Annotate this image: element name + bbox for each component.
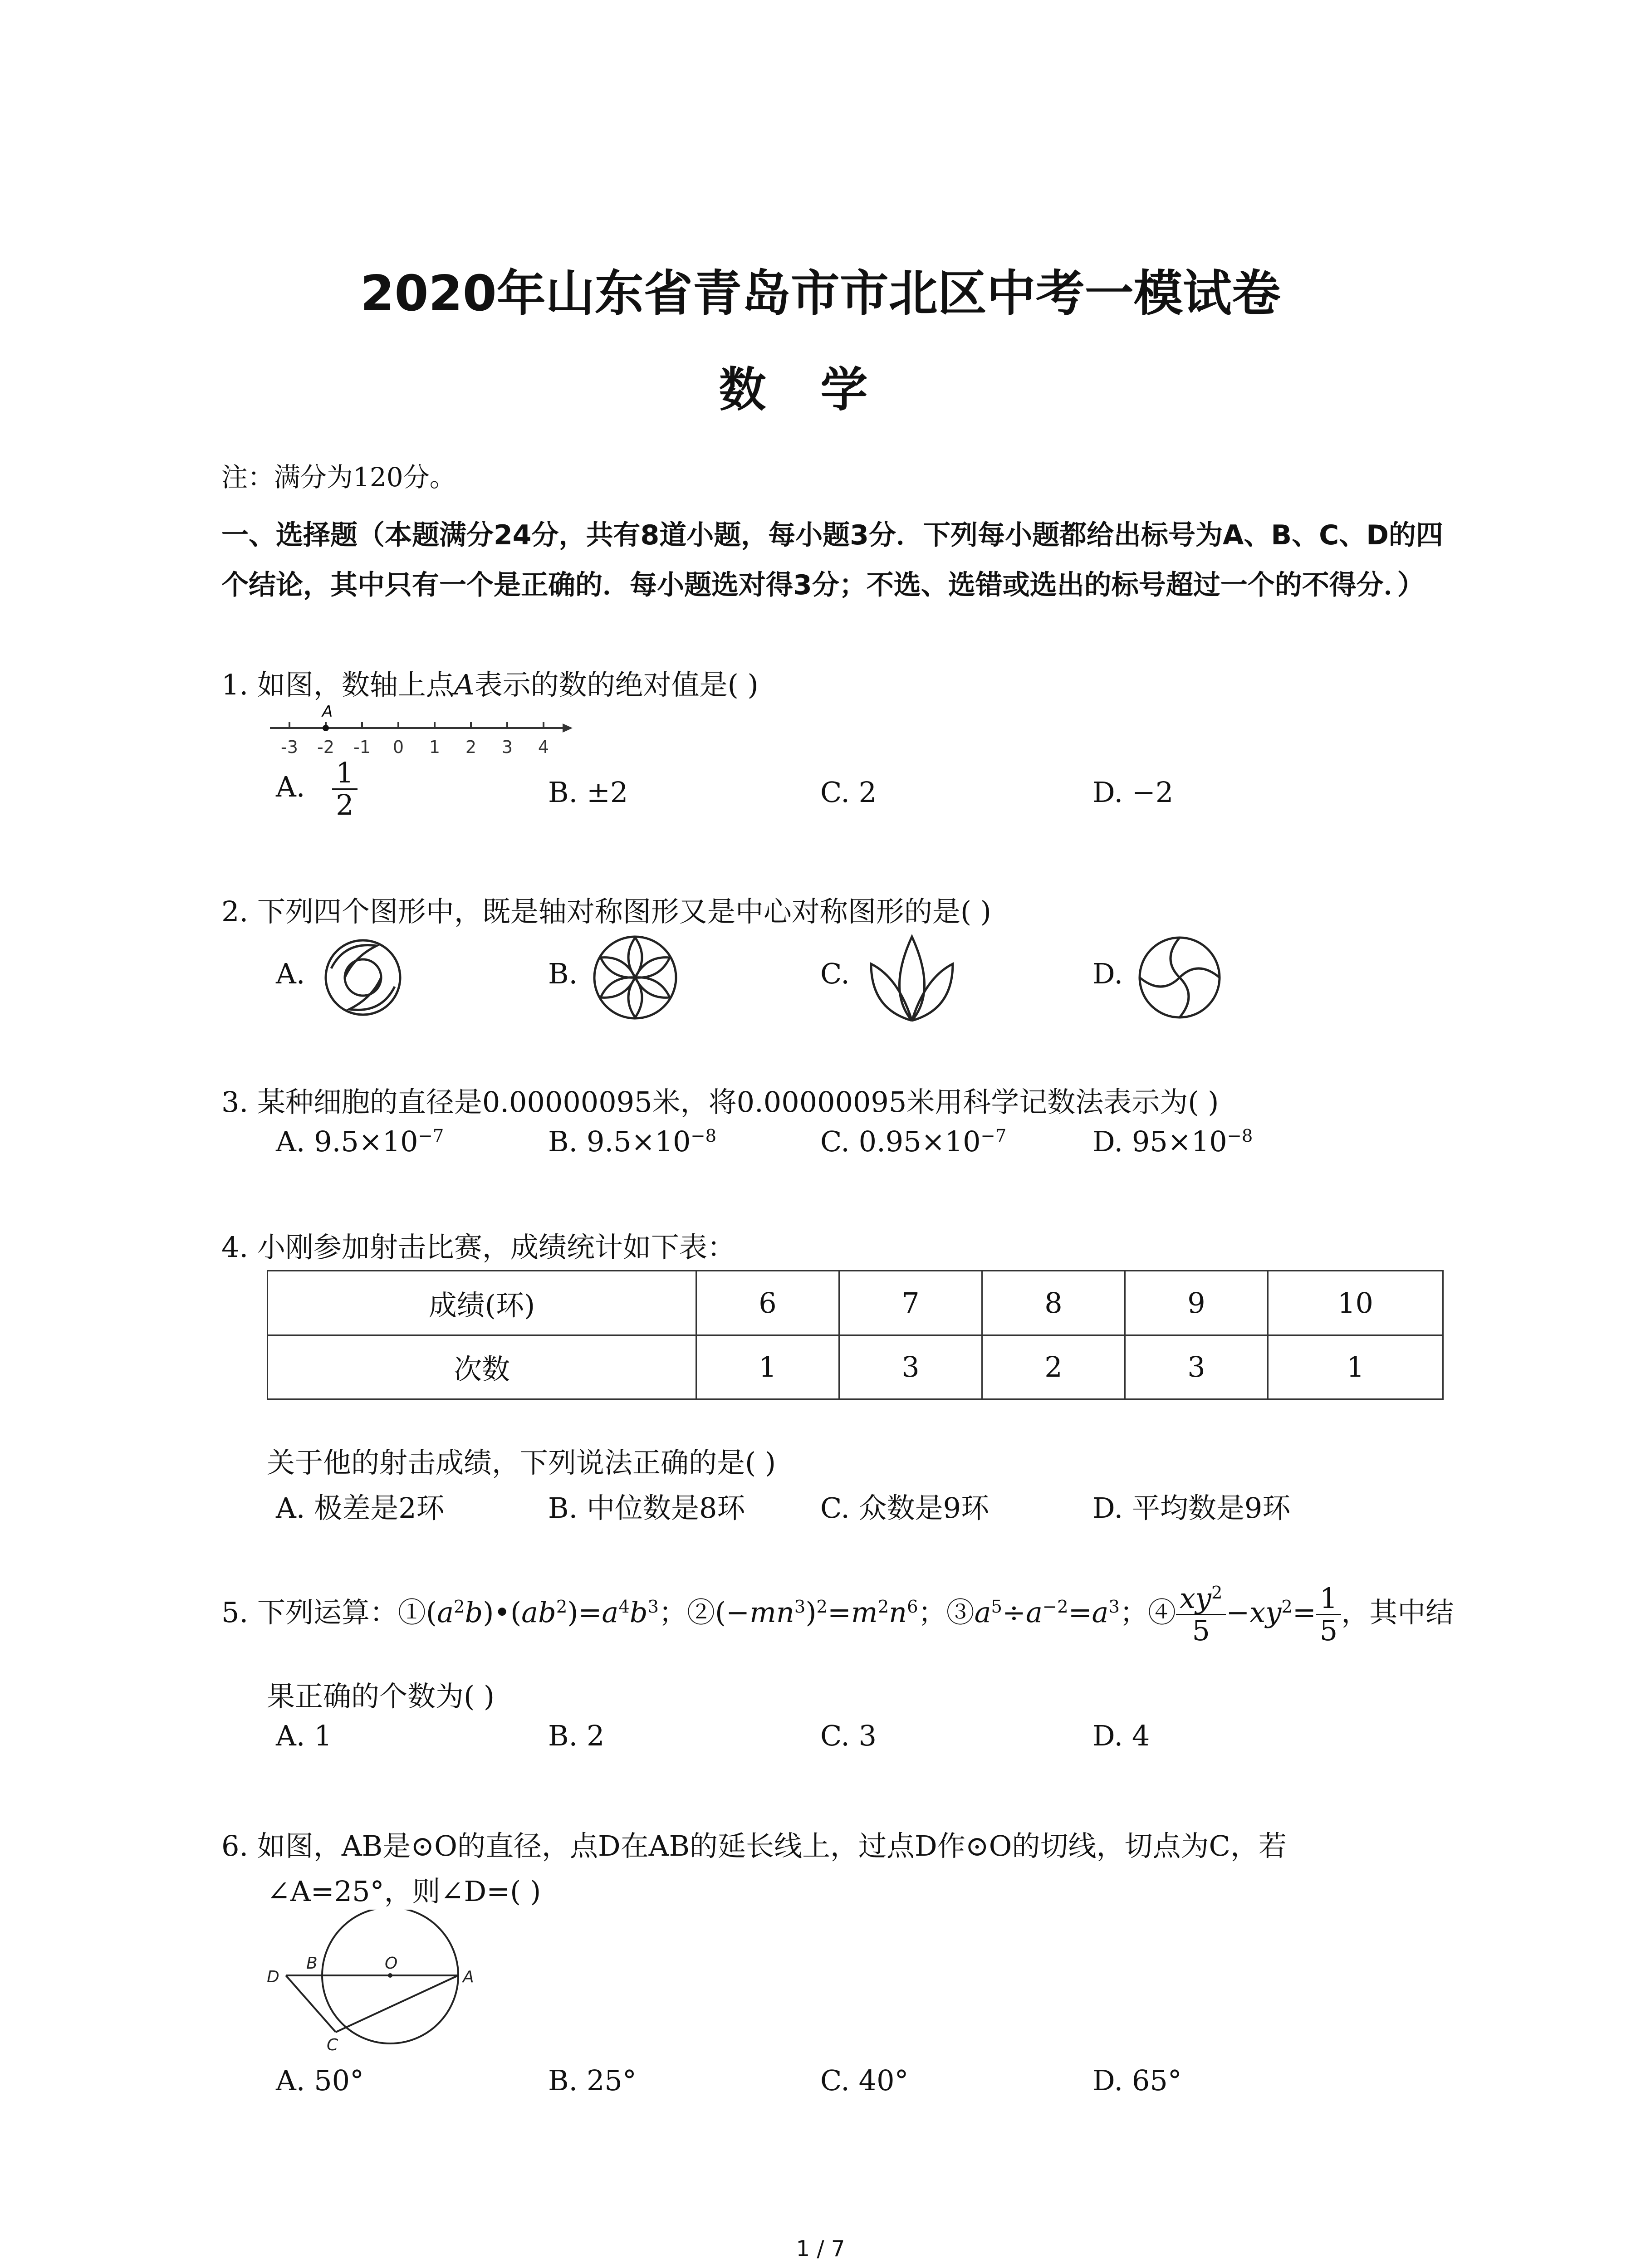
number-line-figure — [268, 703, 576, 762]
label-c: C — [327, 2036, 338, 2054]
tick-label: -1 — [353, 737, 371, 757]
question-2: 2. 下列四个图形中，既是轴对称图形又是中心对称图形的是( ) — [221, 895, 991, 928]
q3-option-c-exponent: −7 — [980, 1125, 1007, 1146]
tick-label: 0 — [392, 737, 404, 757]
question-1 — [221, 662, 759, 703]
q3-option-d-exponent: −8 — [1227, 1125, 1253, 1146]
q2-option-b[interactable]: B. — [548, 957, 578, 990]
q3-option-a-exponent: −7 — [418, 1125, 444, 1146]
table-cell: 3 — [839, 1335, 982, 1399]
table-cell: 成绩(环) — [268, 1271, 696, 1335]
exam-subject: 数学 — [719, 362, 922, 417]
q5-fraction: $\frac{xy^2}{5}$ — [1176, 1583, 1226, 1646]
question-4: 4. 小刚参加射击比赛，成绩统计如下表： — [221, 1231, 735, 1264]
fraction-numerator: 1 — [1316, 1583, 1341, 1615]
q5-option-a[interactable]: A. 1 — [276, 1719, 332, 1752]
section-heading: 一、选择题（本题满分24分，共有8道小题，每小题3分．下列每小题都给出标号为A、B、C、D的四个结论，其中只有一个是正确的．每小题选对得3分；不选、选错或选出的标号超过一个的不得分．） — [221, 519, 1443, 601]
q5-option-c[interactable]: C. 3 — [820, 1719, 877, 1752]
q5-option-d[interactable]: D. 4 — [1092, 1719, 1150, 1752]
q2-figure-c — [862, 928, 962, 1027]
q6-option-b[interactable]: B. 25° — [548, 2064, 637, 2097]
q4-option-b[interactable]: B. 中位数是8环 — [548, 1491, 745, 1525]
table-cell: 1 — [696, 1335, 839, 1399]
circle-tangent-figure — [254, 1910, 490, 2059]
q6-option-a[interactable]: A. 50° — [276, 2064, 364, 2097]
q1-option-a-label: A. — [276, 770, 305, 803]
q4-option-c[interactable]: C. 众数是9环 — [820, 1491, 989, 1525]
q1-option-d[interactable]: D. −2 — [1092, 776, 1174, 809]
tick-label: 2 — [465, 737, 477, 757]
q1-option-c[interactable]: C. 2 — [820, 776, 877, 809]
q2-option-d[interactable]: D. — [1092, 957, 1123, 990]
tick-label: -2 — [317, 737, 334, 757]
question-1-prefix: 1. 如图，数轴上点 — [221, 668, 454, 701]
question-5-suffix: ，其中结 — [1341, 1595, 1454, 1629]
table-cell: 1 — [1268, 1335, 1443, 1399]
table-cell: 3 — [1125, 1335, 1268, 1399]
q1-option-b[interactable]: B. ±2 — [548, 776, 628, 809]
q3-option-c[interactable] — [820, 1125, 1006, 1158]
table-cell: 7 — [839, 1271, 982, 1335]
tick-label: 1 — [429, 737, 441, 757]
table-row — [268, 1335, 1443, 1399]
q4-option-a[interactable]: A. 极差是2环 — [276, 1491, 445, 1525]
table-cell: 8 — [982, 1271, 1125, 1335]
q2-figure-d — [1134, 932, 1225, 1023]
label-d: D — [267, 1968, 279, 1986]
q3-option-b[interactable] — [548, 1125, 716, 1158]
score-note: 注：满分为120分。 — [221, 462, 456, 493]
score-table — [267, 1270, 1444, 1400]
q3-option-d-text: D. 95×10 — [1092, 1125, 1227, 1158]
question-4-prompt: 关于他的射击成绩，下列说法正确的是( ) — [267, 1446, 776, 1479]
question-1-suffix: 表示的数的绝对值是( ) — [474, 668, 759, 701]
q5-rhs-fraction — [1316, 1583, 1341, 1646]
question-5-prefix: 5. 下列运算： — [221, 1595, 398, 1629]
table-cell: 6 — [696, 1271, 839, 1335]
point-a — [323, 725, 329, 731]
question-5: 5. 下列运算：$①(a^2b)•(ab^2)=a^4b^3$；$②(-mn^3)^2=m^2n^6$；$③a^5\div a^{-2}=a^3$；④ $\frac{xy^2}{5}$ $-xy^2=$ $\frac{1}{5}$ ，其中结 — [221, 1582, 1454, 1647]
question-6-line1: 6. 如图，AB是⊙O的直径，点D在AB的延长线上，过点D作⊙O的切线，切点为C，若 — [221, 1829, 1287, 1862]
table-cell: 10 — [1268, 1271, 1443, 1335]
label-b: B — [306, 1954, 318, 1973]
q5-option-b[interactable]: B. 2 — [548, 1719, 605, 1752]
fraction-numerator: 1 — [332, 758, 357, 790]
question-6-line2: ∠A=25°，则∠D=( ) — [267, 1875, 541, 1908]
table-cell: 9 — [1125, 1271, 1268, 1335]
label-o: O — [385, 1954, 398, 1973]
q2-figure-a — [318, 932, 408, 1023]
q6-option-c[interactable]: C. 40° — [820, 2064, 909, 2097]
fraction-numerator: xy — [1179, 1582, 1211, 1615]
fraction-denominator: 5 — [1192, 1614, 1210, 1647]
question-5-line2: 果正确的个数为( ) — [267, 1680, 495, 1713]
tick-label: -3 — [281, 737, 298, 757]
q3-option-d[interactable] — [1092, 1125, 1253, 1158]
table-row — [268, 1271, 1443, 1335]
q3-option-a[interactable] — [276, 1125, 444, 1158]
page-number: 1 / 7 — [796, 2236, 845, 2262]
q1-option-a[interactable] — [276, 758, 358, 821]
q1-option-a-fraction — [332, 758, 357, 821]
label-a: A — [463, 1968, 474, 1986]
q2-figure-b — [590, 932, 681, 1023]
q3-option-b-text: B. 9.5×10 — [548, 1125, 691, 1158]
fraction-denominator: 5 — [1319, 1614, 1338, 1647]
q3-option-b-exponent: −8 — [691, 1125, 717, 1146]
q2-option-c[interactable]: C. — [820, 957, 850, 990]
q4-option-d[interactable]: D. 平均数是9环 — [1092, 1491, 1291, 1525]
q2-option-a[interactable]: A. — [276, 957, 305, 990]
tick-label: 3 — [501, 737, 513, 757]
table-cell: 2 — [982, 1335, 1125, 1399]
table-cell: 次数 — [268, 1335, 696, 1399]
point-a-label: A — [322, 703, 333, 721]
question-1-var: A — [454, 668, 475, 701]
q3-option-c-text: C. 0.95×10 — [820, 1125, 981, 1158]
q6-option-d[interactable]: D. 65° — [1092, 2064, 1182, 2097]
fraction-denominator: 2 — [336, 788, 354, 822]
question-3: 3. 某种细胞的直径是0.00000095米，将0.00000095米用科学记数法表示为( ) — [221, 1085, 1219, 1119]
q3-option-a-text: A. 9.5×10 — [276, 1125, 418, 1158]
tick-label: 4 — [538, 737, 549, 757]
exam-title: 2020年山东省青岛市市北区中考一模试卷 — [360, 265, 1281, 322]
